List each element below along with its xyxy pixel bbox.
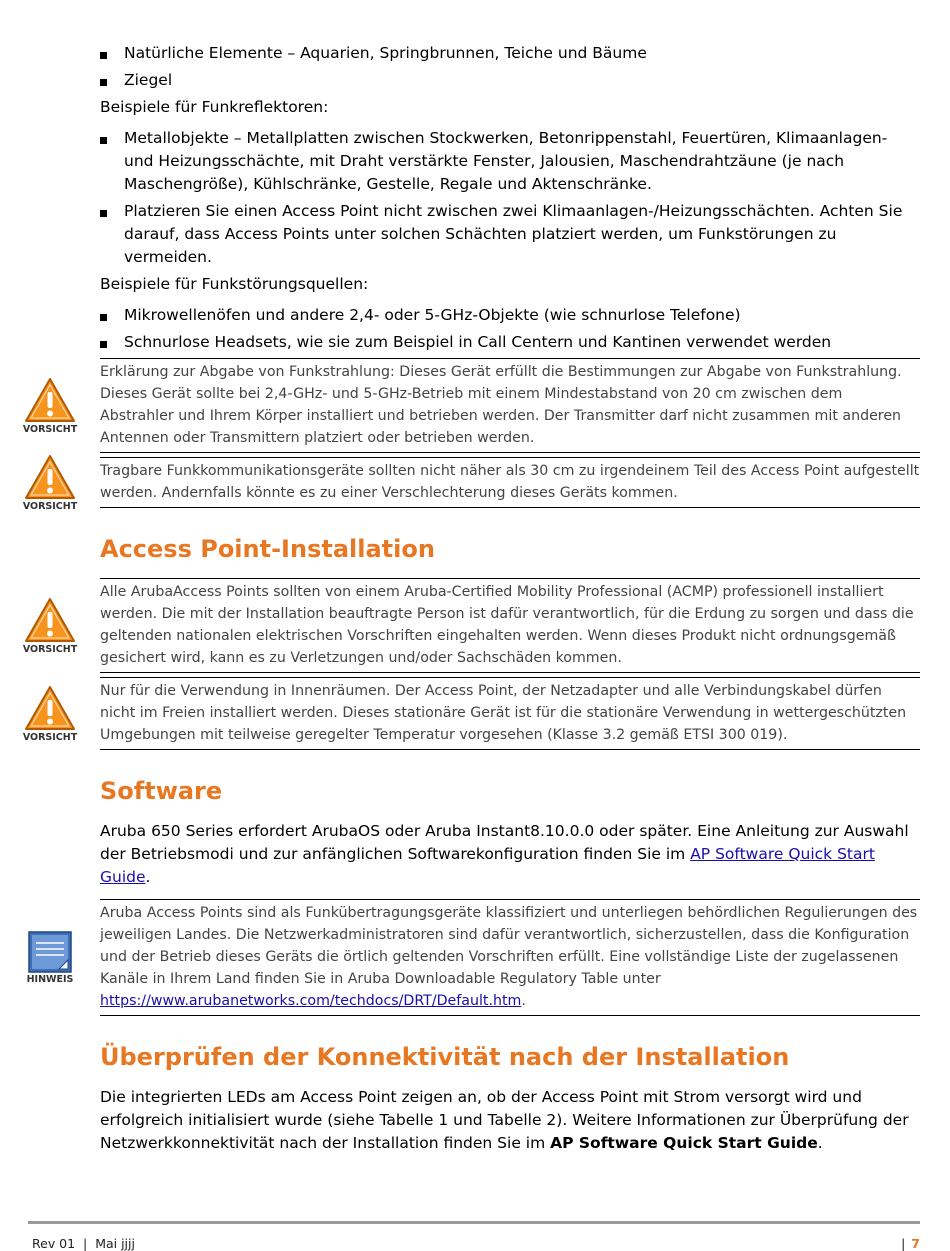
- regulatory-table-link[interactable]: https://www.arubanetworks.com/techdocs/DRT/Default.htm: [100, 993, 522, 1009]
- reflectors-heading: Beispiele für Funkreflektoren:: [100, 98, 329, 116]
- caution-callout-indoor: [22, 677, 920, 750]
- warning-triangle-icon: [24, 377, 76, 423]
- note-callout-regulatory: [26, 899, 920, 1016]
- page-content: [22, 42, 920, 1163]
- caution-label: VORSICHT: [22, 423, 78, 435]
- interference-bullet-list: [100, 304, 920, 354]
- footer-revision: Rev 01 | Mai jjjj: [32, 1236, 135, 1251]
- caution-text: Erklärung zur Abgabe von Funkstrahlung: Dieses Gerät erfüllt die Bestimmungen zur Abgabe von Funkstrahlung. Dieses Gerät sollte bei 2,4-GHz- und 5-GHz-Betrieb mit einem Mindestabstand von 20 cm zwischen dem Abstrahler und Ihrem Körper installiert und betrieben werden. Der Transmitter darf nicht zusammen mit anderen Antennen oder Transmittern platziert oder betrieben werden.: [100, 364, 902, 446]
- note-text: [100, 902, 920, 1012]
- caution-label: VORSICHT: [22, 500, 78, 512]
- page-footer: [28, 1221, 920, 1251]
- caution-text: Tragbare Funkkommunikationsgeräte sollten nicht näher als 30 cm zu irgendeinem Teil des Access Point aufgestellt werden. Andernfalls könnte es zu einer Verschlechterung dieses Geräts kommen.: [100, 463, 920, 501]
- quick-start-guide-reference: AP Software Quick Start Guide: [550, 1134, 818, 1152]
- connectivity-paragraph: [100, 1086, 920, 1155]
- list-item: Natürliche Elemente – Aquarien, Springbrunnen, Teiche und Bäume: [100, 42, 920, 65]
- footer-page: [901, 1236, 920, 1251]
- reflectors-bullet-list: [100, 127, 920, 269]
- caution-callout-distance: [22, 457, 920, 512]
- connectivity-heading: Überprüfen der Konnektivität nach der Installation: [100, 1043, 790, 1071]
- installation-heading: Access Point-Installation: [100, 535, 435, 563]
- connectivity-text: Die integrierten LEDs am Access Point zeigen an, ob der Access Point mit Strom versorgt wird und erfolgreich initialisiert wurde (siehe Tabelle 1 und Tabelle 2). Weitere Informationen zur Überprüfung der Netzwerkkonnektivität nach der Installation finden Sie im: [100, 1088, 909, 1152]
- caution-label: VORSICHT: [22, 643, 78, 655]
- list-item: Metallobjekte – Metallplatten zwischen Stockwerken, Betonrippenstahl, Feuertüren, Klimaanlagen- und Heizungsschächte, mit Draht verstärkte Fenster, Jalousien, Maschendrahtzäune (je nach Maschengröße), Kühlschränke, Gestelle, Regale und Aktenschränke.: [100, 127, 920, 196]
- list-item: Mikrowellenöfen und andere 2,4- oder 5-GHz-Objekte (wie schnurlose Telefone): [100, 304, 920, 327]
- connectivity-text-end: .: [817, 1134, 823, 1152]
- note-label: HINWEIS: [26, 973, 74, 985]
- caution-label: VORSICHT: [22, 731, 78, 743]
- note-body: Aruba Access Points sind als Funkübertragungsgeräte klassifiziert und unterliegen behördlichen Regulierungen des jeweiligen Landes. Die Netzwerkadministratoren sind dafür verantwortlich, sicherzustellen, dass die Konfiguration und der Betrieb dieses Geräts die örtlich geltenden Vorschriften erfüllt. Eine vollständige Liste der zugelassenen Kanäle in Ihrem Land finden Sie in Aruba Downloadable Regulatory Table unter: [100, 905, 918, 987]
- caution-text: Nur für die Verwendung in Innenräumen. Der Access Point, der Netzadapter und alle Verbindungskabel dürfen nicht im Freien installiert werden. Dieses stationäre Gerät ist für die stationäre Verwendung in wettergeschützten Umgebungen mit teilweise geregelter Temperatur vorgesehen (Klasse 3.2 gemäß ETSI 300 019).: [100, 683, 907, 743]
- note-badge: [22, 931, 78, 985]
- warning-triangle-icon: [24, 454, 76, 500]
- list-item: Schnurlose Headsets, wie sie zum Beispiel in Call Centern und Kantinen verwendet werden: [100, 331, 920, 354]
- caution-badge: [22, 377, 78, 435]
- note-document-icon: [28, 931, 72, 973]
- interference-heading: Beispiele für Funkstörungsquellen:: [100, 275, 369, 293]
- caution-callout-acmp: [22, 578, 920, 673]
- caution-badge: [22, 454, 78, 512]
- warning-triangle-icon: [24, 685, 76, 731]
- software-text: Aruba 650 Series erfordert ArubaOS oder Aruba Instant8.10.0.0 oder später. Eine Anleitung zur Auswahl der Betriebsmodi und zur anfänglichen Softwarekonfiguration finden Sie im: [100, 822, 909, 863]
- caution-callout-radiation: [22, 358, 920, 453]
- footer-separator: |: [901, 1236, 906, 1251]
- caution-badge: [22, 685, 78, 743]
- software-paragraph: [100, 820, 920, 889]
- software-heading: Software: [100, 777, 223, 805]
- caution-text: Alle ArubaAccess Points sollten von einem Aruba-Certified Mobility Professional (ACMP) professionell installiert werden. Die mit der Installation beauftragte Person ist dafür verantwortlich, für die Erdung zu sorgen und dass die geltenden nationalen elektrischen Vorschriften eingehalten werden. Wenn dieses Produkt nicht ordnungsgemäß gesichert wird, kann es zu Verletzungen und/oder Sachschäden kommen.: [100, 584, 914, 666]
- software-text-end: .: [145, 868, 151, 886]
- quick-start-guide-link[interactable]: AP Software Quick Start Guide: [100, 845, 875, 886]
- intro-bullet-list: [100, 42, 920, 92]
- list-item: Ziegel: [100, 69, 920, 92]
- list-item: Platzieren Sie einen Access Point nicht zwischen zwei Klimaanlagen-/Heizungsschächten. Achten Sie darauf, dass Access Points unter solchen Schächten platziert werden, um Funkstörungen zu vermeiden.: [100, 200, 920, 269]
- page-number: 7: [911, 1236, 920, 1251]
- warning-triangle-icon: [24, 597, 76, 643]
- note-end: .: [521, 993, 526, 1009]
- caution-badge: [22, 597, 78, 655]
